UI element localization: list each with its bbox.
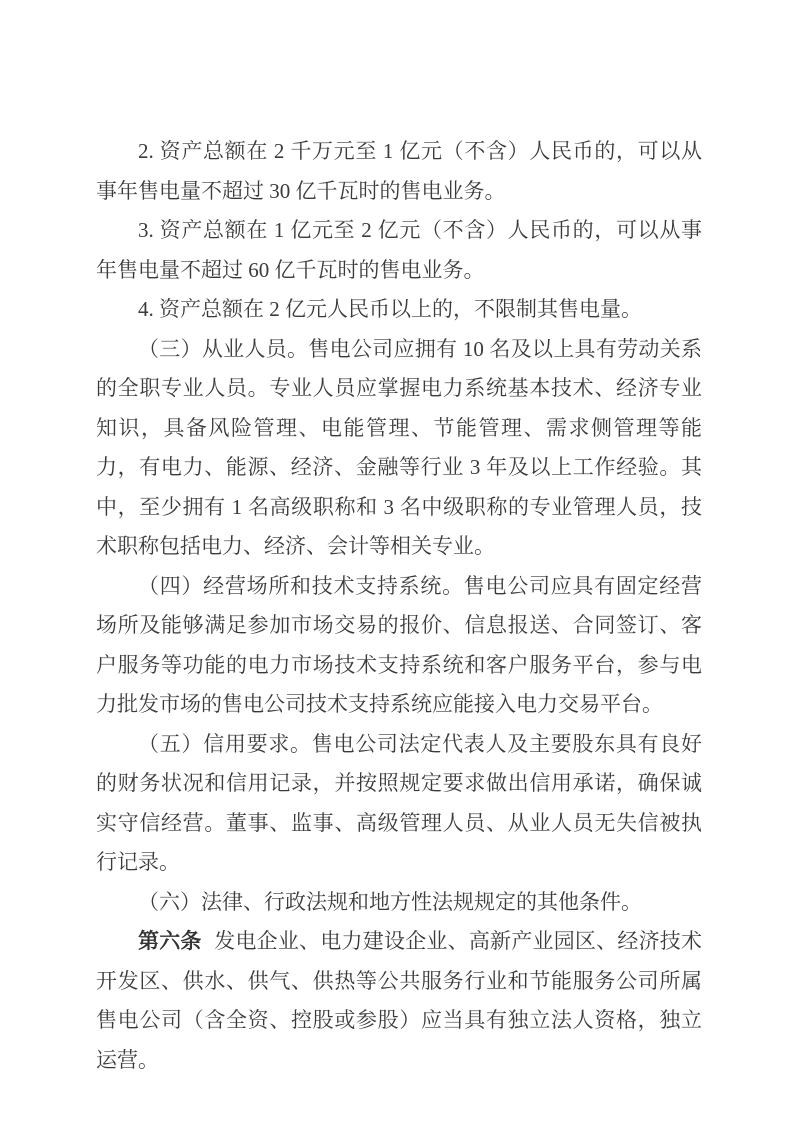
list-item-asset-tier-3: 3. 资产总额在 1 亿元至 2 亿元（不含）人民币的，可以从事年售电量不超过 60 亿千瓦时的售电业务。 xyxy=(96,218,702,282)
clause-6-other-conditions: （六）法律、行政法规和地方性法规规定的其他条件。 xyxy=(138,889,642,914)
article-6-number: 第六条 xyxy=(138,929,202,953)
list-item-asset-tier-4: 4. 资产总额在 2 亿元人民币以上的，不限制其售电量。 xyxy=(138,297,642,321)
clause-4-premises-systems: （四）经营场所和技术支持系统。售电公司应具有固定经营场所及能够满足参加市场交易的报价、信息报送、合同签订、客户服务等功能的电力市场技术支持系统和客户服务平台，参与电力批发市场的售电公司技术支持系统应能接入电力交易平台。 xyxy=(96,573,702,716)
clause-5-credit-requirements: （五）信用要求。售电公司法定代表人及主要股东具有良好的财务状况和信用记录，并按照规定要求做出信用承诺，确保诚实守信经营。董事、监事、高级管理人员、从业人员无失信被执行记录。 xyxy=(96,731,702,874)
article-6-text: 发电企业、电力建设企业、高新产业园区、经济技术开发区、供水、供气、供热等公共服务行业和节能服务公司所属售电公司（含全资、控股或参股）应当具有独立法人资格，独立运营。 xyxy=(96,929,703,1072)
document-body xyxy=(96,132,702,1080)
article-6-paragraph xyxy=(96,922,702,1080)
list-item-asset-tier-2: 2. 资产总额在 2 千万元至 1 亿元（不含）人民币的，可以从事年售电量不超过 30 亿千瓦时的售电业务。 xyxy=(96,139,702,203)
clause-3-personnel: （三）从业人员。售电公司应拥有 10 名及以上具有劳动关系的全职专业人员。专业人员应掌握电力系统基本技术、经济专业知识，具备风险管理、电能管理、节能管理、需求侧管理等能力，有电力、能源、经济、金融等行业 3 年及以上工作经验。其中，至少拥有 1 名高级职称和 3 名中级职称的专业管理人员，技术职称包括电力、经济、会计等相关专业。 xyxy=(96,336,702,558)
